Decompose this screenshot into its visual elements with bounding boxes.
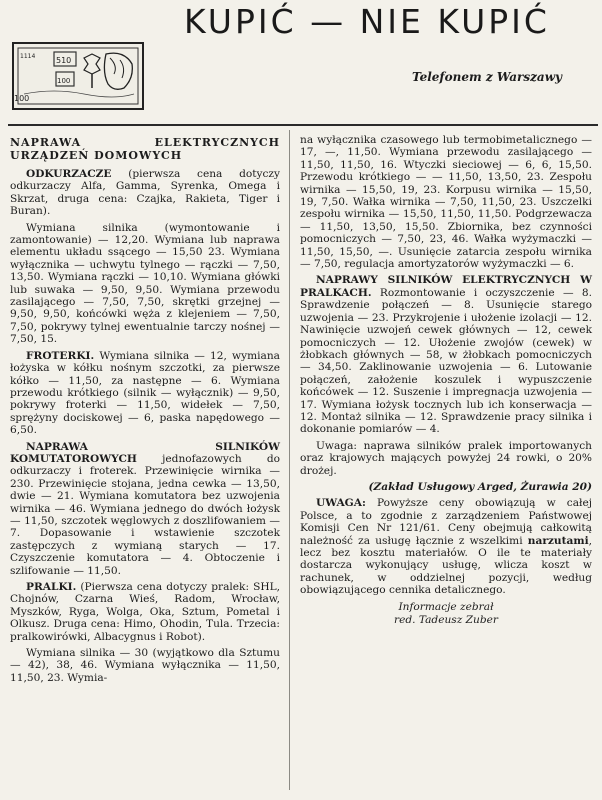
column-divider [289,130,290,790]
stamp-drawing-icon [14,44,142,108]
lead-pralki: PRALKI. [26,581,77,593]
paragraph-komutatorowe [10,441,280,577]
paragraph-silniki-pralki [300,274,592,435]
lead-silniki-pralki: NAPRAWY SILNIKÓW ELEKTRYCZNYCH W PRALKACH. [300,274,592,299]
paragraph-pralki-continued: na wyłącznika czasowego lub termobimetalicznego — 17, —, 11,50. Wymiana przewodu zasilającego — 11,50, 11,50, 16. Wtyczki sieciowej — 6, 6, 15,50. Przewodu krótkiego — — 11,50, 13,50, 23. Zespołu wirnika — 15,50, 19, 23. Korpusu wirnika — 15,50, 19, 7,50. Wałka wirnika — 7,50, 11,50, 23. Uszczelki zespołu wirnika — 15,50, 11,50, 11,50. Podgrzewacza — 11,50, 13,50, 15,50. Zbiornika, bez czynności pomocniczych — 7,50, 23, 46. Wałka wyżymaczki — 11,50, 15,50, —. Usunięcie zatarcia zespołu wirnika — 7,50, regulacja amortyzatorów wyżymaczki — 6. [300,134,592,271]
signature-line-1: Informacje zebrał [398,600,494,613]
paragraph-odkurzacze-prices: Wymiana silnika (wymontowanie i zamontowanie) — 12,20. Wymiana lub naprawa elementu układu ssącego — 15,50 23. Wymiana wyłącznika — uchwytu tylnego — rączki — 7,50, 13,50. Wymiana rączki — 10,10. Wymiana główki lub suwaka — 9,50, 9,50. Wymiana przewodu zasilającego — 7,50, 7,50, skrętki grzejnej — 9,50, 9,50, końcówki węża z klejeniem — 7,50, 7,50, pokrywy tylnej ewentualnie tarczy nośnej — 7,50, 15. [10,221,280,346]
text-uwaga-tail: , lecz bez kosztu materiałów. O ile te materiały dostarcza wykonujący usługę, wlicza koszt w rachunek, w oddzielnej pozycji, według obowiązującego cennika detalicznego. [300,534,592,597]
lead-uwaga: UWAGA: [316,497,366,510]
signature-line-2: red. Tadeusz Zuber [394,613,498,626]
left-column [10,134,280,688]
text-uwaga-bold: narzutami [527,534,589,547]
paragraph-uwaga-import: Uwaga: naprawa silników pralek importowanych oraz krajowych mających powyżej 24 rowki, o 20% drożej. [300,439,592,477]
paragraph-pralki-prices: Wymiana silnika — 30 (wyjątkowo dla Sztumu — 42), 38, 46. Wymiana wyłącznika — 11,50, 11,50, 23. Wymia- [10,647,280,684]
stamp-number-top: 510 [56,56,72,65]
section-title-appliances: NAPRAWA ELEKTRYCZNYCH URZĄDZEŃ DOMOWYCH [10,136,280,162]
page-title: KUPIĆ — NIE KUPIĆ [184,2,550,41]
byline: Telefonem z Warszawy [412,70,562,84]
text-uwaga-body: Powyższe ceny obowiązują w całej Polsce, a to zgodnie z zarządzeniem Państwowej Komisji Cen Nr 121/61. Ceny obejmują całkowitą należność za usługę łącznie z wszelkimi [300,497,592,547]
lead-froterki: FROTERKI. [26,349,95,362]
text-silniki-pralki: Rozmontowanie i oczyszczenie — 8. Sprawdzenie połączeń — 8. Usunięcie starego uzwojenia — 23. Przykrojenie i ułożenie izolacji — 12. Nawinięcie uzwojeń cewek głównych — 12, cewek pomocniczych — 12. Ułożenie zwojów (cewek) w żłobkach głównych — 58, w żłobkach pomocniczych — 34,50. Zaklinowanie uzwojenia — 6. Lutowanie połączeń, założenie koszulek i wypuszczenie końcówek — 12. Suszenie i impregnacja uzwojenia — 17. Wymiana łożysk tocznych lub ich konserwacja — 12. Montaż silnika — 12. Sprawdzenie pracy silnika i dokonanie pomiarów — 4. [300,286,592,436]
stamp-number-middle: 100 [57,77,71,85]
paragraph-froterki [10,350,280,437]
header-rule [8,124,598,126]
text-froterki: Wymiana silnika — 12, wymiana łożyska w kółku nośnym szczotki, za pierwsze kółko — 11,50, za następne — 6. Wymiana przewodu krótkiego (silnik — wyłącznik) — 9,50, pokrywy froterki — 11,50, widełek — 7,50, sprężyny dociskowej — 6, paska napędowego — 6,50. [10,349,280,437]
text-pralki-intro: (Pierwsza cena dotyczy pralek: SHL, Chojnów, Czarna Wieś, Radom, Wrocław, Myszków, Ryga, Wolga, Oka, Sztum, Pometal i Olkusz. Druga cena: Himo, Ohodin, Tula. Trzecia: pralkowirówki, Albacygnus i Robot). [10,581,280,643]
lead-komutatorowe: NAPRAWA SILNIKÓW KOMUTATOROWYCH [10,440,280,465]
credit-line: (Zakład Usługowy Arged, Żurawia 20) [368,480,592,493]
paragraph-uwaga-ceny [300,497,592,596]
right-column [300,134,592,627]
paragraph-odkurzacze-intro [10,168,280,218]
stamp-number-top-left: 1114 [20,53,36,60]
signature [300,601,592,627]
text-komutatorowe: jednofazowych do odkurzaczy i froterek. Przewinięcie wirnika — 230. Przewinięcie stojana, jedna cewka — 13,50, dwie — 21. Wymiana komutatora bez uzwojenia wirnika — 46. Wymiana jednego do dwóch łożysk — 11,50, szczotek węglowych z doszlifowaniem — 7. Dopasowanie i wstawienie szczotek zastępczych z wymianą starych — 17. Czyszczenie komutatora — 4. Obtoczenie i szlifowanie — 11,50. [10,452,280,577]
text-odkurzacze-intro: (pierwsza cena dotyczy odkurzaczy Alfa, Gamma, Syrenka, Omega i Skrzat, druga cena: Czajka, Rakieta, Tiger i Buran). [10,168,280,218]
lead-odkurzacze: ODKURZACZE [26,168,112,180]
stamp-illustration [12,42,144,110]
paragraph-pralki-intro [10,581,280,643]
stamp-label: 100 [14,94,30,103]
